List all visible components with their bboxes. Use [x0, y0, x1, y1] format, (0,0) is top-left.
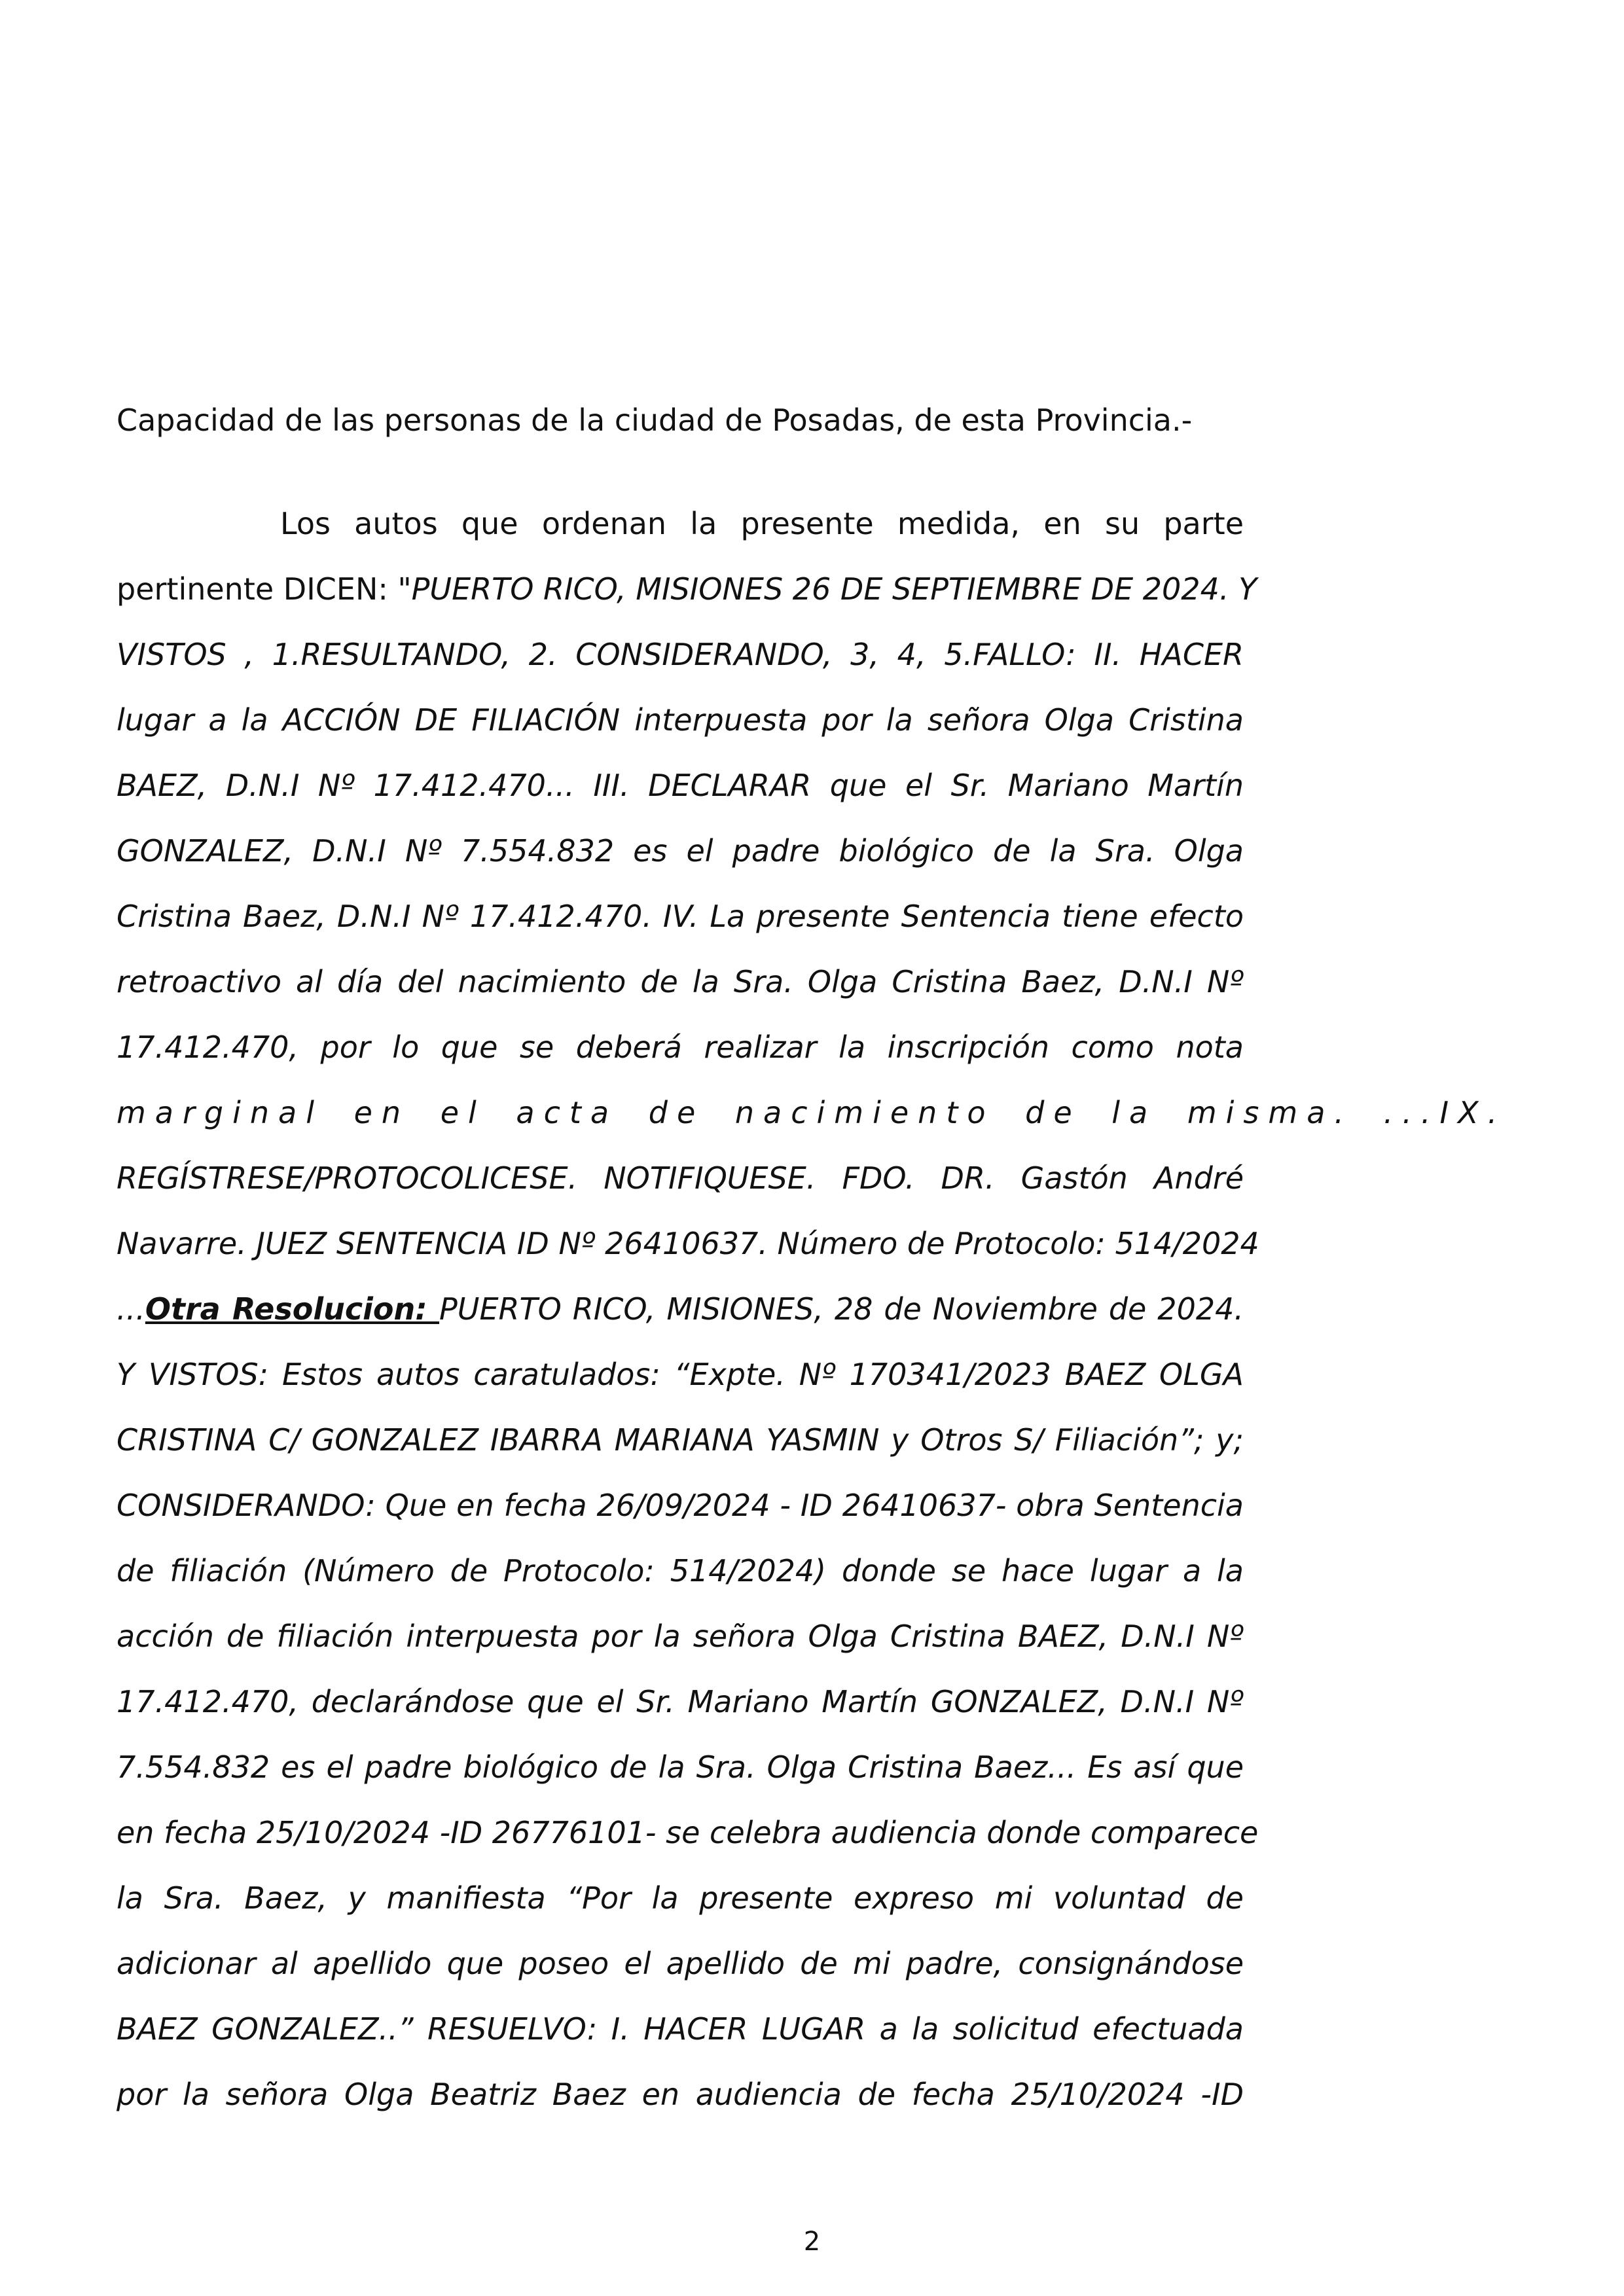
- quote-text: PUERTO RICO, MISIONES 26 DE SEPTIEMBRE DE 2024. Y: [411, 571, 1257, 607]
- body2-line-6: 17.412.470, declarándose que el Sr. Mariano Martín GONZALEZ, D.N.I Nº: [117, 1684, 1244, 1719]
- body2-line-12: por la señora Olga Beatriz Baez en audiencia de fecha 25/10/2024 -ID: [117, 2077, 1244, 2112]
- body2-line-8: en fecha 25/10/2024 -ID 26776101- se celebra audiencia donde comparece: [117, 1815, 1259, 1850]
- paragraph-intro: Los autos que ordenan la presente medida, en su parte: [280, 506, 1244, 541]
- body-line-6: Cristina Baez, D.N.I Nº 17.412.470. IV. La presente Sentencia tiene efecto: [117, 899, 1244, 934]
- body2-line-10: adicionar al apellido que poseo el apellido de mi padre, consignándose: [117, 1946, 1244, 1981]
- body-line-9: marginal en el acta de nacimiento de la misma. ...IX.: [117, 1095, 1507, 1130]
- dicen-prefix: pertinente DICEN: ": [117, 571, 412, 607]
- page-number: 2: [803, 2227, 821, 2257]
- body2-line-4: de filiación (Número de Protocolo: 514/2024) donde se hace lugar a la: [117, 1553, 1244, 1588]
- body-line-4: BAEZ, D.N.I Nº 17.412.470... III. DECLARAR que el Sr. Mariano Martín: [117, 768, 1244, 803]
- body-line-1: [117, 569, 1257, 609]
- body2-line-1: Y VISTOS: Estos autos caratulados: “Expte. Nº 170341/2023 BAEZ OLGA: [117, 1357, 1244, 1392]
- body-line-11: Navarre. JUEZ SENTENCIA ID Nº 26410637. Número de Protocolo: 514/2024: [117, 1226, 1259, 1261]
- body-line-10: REGÍSTRESE/PROTOCOLICESE. NOTIFIQUESE. FDO. DR. Gastón André: [117, 1160, 1244, 1196]
- body2-line-7: 7.554.832 es el padre biológico de la Sra. Olga Cristina Baez... Es así que: [117, 1749, 1244, 1785]
- body-line-3: lugar a la ACCIÓN DE FILIACIÓN interpuesta por la señora Olga Cristina: [117, 702, 1244, 738]
- body-line-7: retroactivo al día del nacimiento de la Sra. Olga Cristina Baez, D.N.I Nº: [117, 964, 1244, 999]
- body2-line-5: acción de filiación interpuesta por la señora Olga Cristina BAEZ, D.N.I Nº: [117, 1619, 1244, 1654]
- otra-resolucion-label: Otra Resolucion:: [145, 1291, 440, 1327]
- body-line-5: GONZALEZ, D.N.I Nº 7.554.832 es el padre biológico de la Sra. Olga: [117, 833, 1244, 869]
- otra-resolucion-text: PUERTO RICO, MISIONES, 28 de Noviembre de 2024.: [439, 1291, 1244, 1327]
- body2-line-2: CRISTINA C/ GONZALEZ IBARRA MARIANA YASMIN y Otros S/ Filiación”; y;: [117, 1422, 1244, 1458]
- otra-resolucion-line: [117, 1289, 1244, 1329]
- body-line-8: 17.412.470, por lo que se deberá realizar la inscripción como nota: [117, 1030, 1244, 1065]
- body2-line-9: la Sra. Baez, y manifiesta “Por la presente expreso mi voluntad de: [117, 1880, 1244, 1916]
- body-line-2: VISTOS , 1.RESULTANDO, 2. CONSIDERANDO, 3, 4, 5.FALLO: II. HACER: [117, 637, 1244, 672]
- body2-line-3: CONSIDERANDO: Que en fecha 26/09/2024 - ID 26410637- obra Sentencia: [117, 1488, 1244, 1523]
- body2-line-11: BAEZ GONZALEZ..” RESUELVO: I. HACER LUGAR a la solicitud efectuada: [117, 2011, 1244, 2047]
- opening-line: Capacidad de las personas de la ciudad de Posadas, de esta Provincia.-: [117, 403, 1193, 438]
- otra-prefix: ...: [117, 1291, 145, 1327]
